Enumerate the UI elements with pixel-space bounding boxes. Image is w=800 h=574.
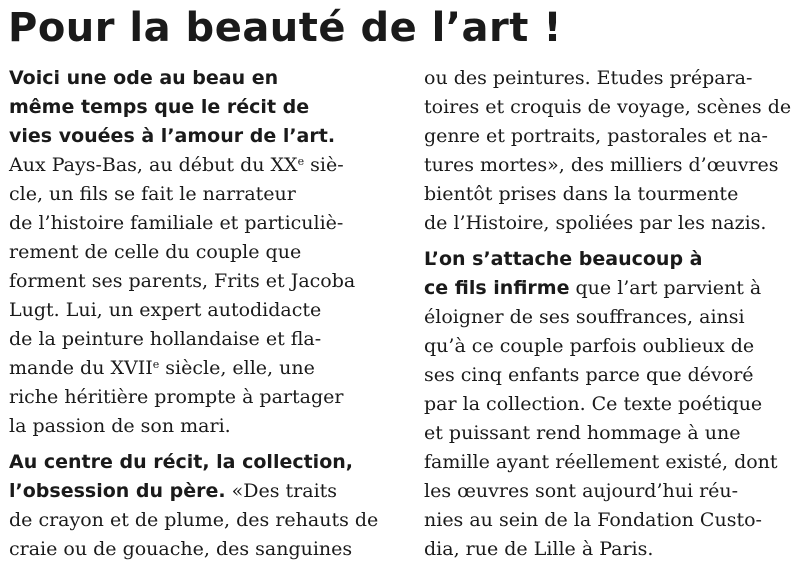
- body-line: tures mortes», des milliers d’œuvres: [424, 154, 779, 176]
- lead-line: Au centre du récit, la collection,: [9, 451, 353, 473]
- body-line: de crayon et de plume, des rehauts de: [9, 509, 379, 531]
- body-line: par la collection. Ce texte poétique: [424, 393, 763, 415]
- body-line: genre et portraits, pastorales et na-: [424, 125, 768, 147]
- body-line: Lugt. Lui, un expert autodidacte: [9, 299, 322, 321]
- body-line: craie ou de gouache, des sanguines: [9, 538, 353, 560]
- body-line: nies au sein de la Fondation Custo-: [424, 509, 762, 531]
- left-column: [9, 64, 399, 564]
- body-line: forment ses parents, Frits et Jacoba: [9, 270, 356, 292]
- body-line: la passion de son mari.: [9, 415, 231, 437]
- body-line: Aux Pays-Bas, au début du XXe siè-: [9, 154, 344, 176]
- body-line: cle, un fils se fait le narrateur: [9, 183, 296, 205]
- lead-line: même temps que le récit de: [9, 96, 310, 118]
- body-line: ses cinq enfants parce que dévoré: [424, 364, 754, 386]
- body-line: les œuvres sont aujourd’hui réu-: [424, 480, 739, 502]
- body-line: rement de celle du couple que: [9, 241, 302, 263]
- body-line: dia, rue de Lille à Paris.: [424, 538, 654, 560]
- body-line: l’obsession du père. «Des traits: [9, 480, 338, 502]
- right-column: [424, 64, 800, 564]
- lead-line: Voici une ode au beau en: [9, 67, 279, 89]
- body-line: toires et croquis de voyage, scènes de: [424, 96, 792, 118]
- body-line: famille ayant réellement existé, dont: [424, 451, 778, 473]
- body-line: éloigner de ses souffrances, ainsi: [424, 306, 745, 328]
- body-line: ou des peintures. Etudes prépara-: [424, 67, 753, 89]
- lead-line: L’on s’attache beaucoup à: [424, 248, 703, 270]
- lead-line: vies vouées à l’amour de l’art.: [9, 125, 336, 147]
- article-title: Pour la beauté de l’art !: [8, 5, 563, 51]
- body-line: riche héritière prompte à partager: [9, 386, 344, 408]
- body-line: mande du XVIIe siècle, elle, une: [9, 357, 315, 379]
- body-line: et puissant rend hommage à une: [424, 422, 741, 444]
- body-line: qu’à ce couple parfois oublieux de: [424, 335, 755, 357]
- body-line: de l’Histoire, spoliées par les nazis.: [424, 212, 767, 234]
- body-line: ce fils infirme que l’art parvient à: [424, 277, 762, 299]
- body-line: de la peinture hollandaise et fla-: [9, 328, 322, 350]
- body-line: bientôt prises dans la tourmente: [424, 183, 739, 205]
- body-line: de l’histoire familiale et particuliè-: [9, 212, 344, 234]
